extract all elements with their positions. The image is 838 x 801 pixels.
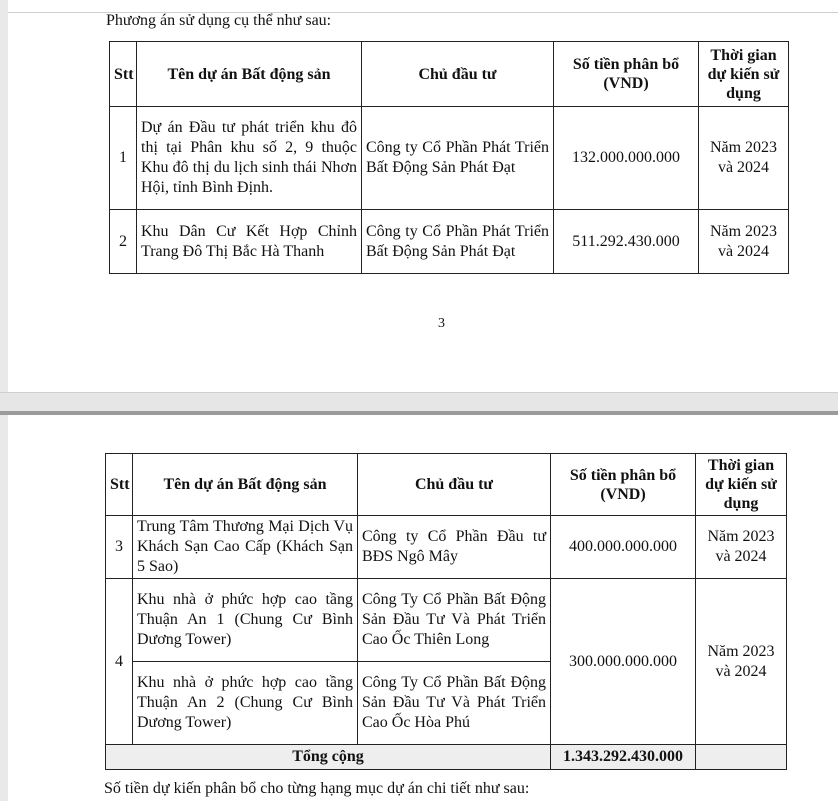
allocation-table-part1 <box>109 41 789 274</box>
header-project: Tên dự án Bất động sản <box>133 454 358 516</box>
row-time: Năm 2023 và 2024 <box>699 210 789 274</box>
outro-text: Số tiền dự kiến phân bổ cho từng hạng mục dự án chi tiết như sau: <box>104 780 530 797</box>
row-project: Trung Tâm Thương Mại Dịch Vụ Khách Sạn Cao Cấp (Khách Sạn 5 Sao) <box>133 516 358 579</box>
total-row <box>106 745 787 770</box>
total-empty-cell <box>696 745 787 770</box>
header-time: Thời gian dự kiến sử dụng <box>696 454 787 516</box>
row-stt: 3 <box>106 516 133 579</box>
allocation-table-part2 <box>105 453 787 770</box>
row-amount: 132.000.000.000 <box>554 107 699 210</box>
intro-text: Phương án sử dụng cụ thể như sau: <box>106 12 332 29</box>
header-amount: Số tiền phân bổ (VND) <box>554 42 699 107</box>
row-time: Năm 2023 và 2024 <box>696 579 787 745</box>
table-header-row <box>110 42 789 107</box>
row-project: Dự án Đầu tư phát triển khu đô thị tại Phân khu số 2, 9 thuộc Khu đô thị du lịch sinh thái Nhơn Hội, tỉnh Bình Định. <box>137 107 362 210</box>
row-investor: Công Ty Cổ Phần Bất Động Sản Đầu Tư Và Phát Triển Cao Ốc Hòa Phú <box>358 662 551 745</box>
header-investor: Chủ đầu tư <box>362 42 554 107</box>
table-row <box>106 516 787 579</box>
row-investor: Công Ty Cổ Phần Bất Động Sản Đầu Tư Và Phát Triển Cao Ốc Thiên Long <box>358 579 551 662</box>
row-amount: 400.000.000.000 <box>551 516 696 579</box>
header-stt: Stt <box>106 454 133 516</box>
header-project: Tên dự án Bất động sản <box>137 42 362 107</box>
table-row <box>106 579 787 662</box>
row-time: Năm 2023 và 2024 <box>696 516 787 579</box>
page-left-margin <box>0 0 8 392</box>
row-project: Khu nhà ở phức hợp cao tầng Thuận An 1 (Chung Cư Bình Dương Tower) <box>133 579 358 662</box>
row-investor: Công ty Cổ Phần Phát Triển Bất Động Sản Phát Đạt <box>362 210 554 274</box>
row-investor: Công ty Cổ Phần Đầu tư BĐS Ngô Mây <box>358 516 551 579</box>
header-investor: Chủ đầu tư <box>358 454 551 516</box>
header-amount: Số tiền phân bổ (VND) <box>551 454 696 516</box>
total-amount: 1.343.292.430.000 <box>551 745 696 770</box>
row-project: Khu nhà ở phức hợp cao tầng Thuận An 2 (Chung Cư Bình Dương Tower) <box>133 662 358 745</box>
header-time: Thời gian dự kiến sử dụng <box>699 42 789 107</box>
row-stt: 2 <box>110 210 137 274</box>
table-row <box>110 210 789 274</box>
row-investor: Công ty Cổ Phần Phát Triển Bất Động Sản Phát Đạt <box>362 107 554 210</box>
row-project: Khu Dân Cư Kết Hợp Chỉnh Trang Đô Thị Bắc Hà Thanh <box>137 210 362 274</box>
page-left-margin <box>0 410 8 801</box>
table-row <box>110 107 789 210</box>
page-break <box>0 392 838 415</box>
total-label: Tổng cộng <box>106 745 551 770</box>
row-amount: 300.000.000.000 <box>551 579 696 745</box>
row-stt: 4 <box>106 579 133 745</box>
row-amount: 511.292.430.000 <box>554 210 699 274</box>
page-number: 3 <box>438 316 445 331</box>
table-header-row <box>106 454 787 516</box>
header-stt: Stt <box>110 42 137 107</box>
row-stt: 1 <box>110 107 137 210</box>
row-time: Năm 2023 và 2024 <box>699 107 789 210</box>
